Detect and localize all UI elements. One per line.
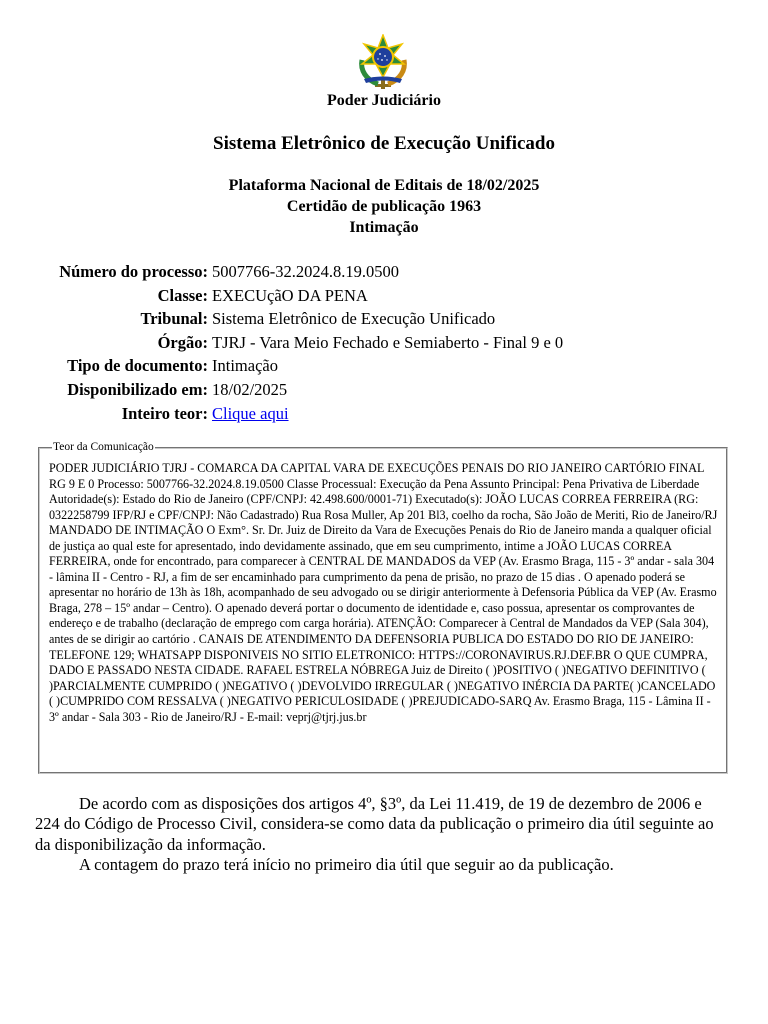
detail-value-full-content xyxy=(212,402,563,426)
detail-label: Órgão: xyxy=(157,332,208,352)
deadline-notice: A contagem do prazo terá início no primeiro dia útil que seguir ao da publicação. xyxy=(79,855,614,874)
institution-name: Poder Judiciário xyxy=(327,92,441,109)
detail-row-document-type xyxy=(30,354,563,378)
detail-row-organ xyxy=(30,331,563,355)
detail-label: Tipo de documento: xyxy=(67,356,208,376)
detail-value-class: EXECUçãO DA PENA xyxy=(212,285,368,305)
detail-value-document-type: Intimação xyxy=(212,356,278,376)
document-kind: Intimação xyxy=(349,219,419,236)
detail-label: Classe: xyxy=(157,285,208,305)
communication-text: PODER JUDICIÁRIO TJRJ - COMARCA DA CAPITAL VARA DE EXECUÇÕES PENAIS DO RIO JANEIRO CARTÓRIO FINAL RG 9 E 0 Processo: 5007766-32.2024.8.19.0500 Classe Processual: Execução da Pena Assunto Principal: Pena Privativa de Liberdade Autoridade(s): Estado do Rio de Janeiro (CPF/CNPJ: 42.498.600/0001-71) Executado(s): JOÃO LUCAS CORREA FERREIRA (RG: 0322258799 IFP/RJ e CPF/CNPJ: Não Cadastrado) Rua Rosa Muller, Ap 201 Bl3, coelho da rocha, São João de Meriti, Rio de Janeiro/RJ MANDADO DE INTIMAÇÃO O Exm°. Sr. Dr. Juiz de Direito da Vara de Execuções Penais do Rio de Janeiro manda a qualquer oficial de justiça ao qual este for apresentado, indo devidamente assinado, que em seu cumprimento, intime a JOÃO LUCAS CORREA FERREIRA, onde for encontrado, para comparecer à CENTRAL DE MANDADOS da VEP (Av. Erasmo Braga, 115 - 3º andar - sala 304 - lâmina II - Centro - RJ, a fim de ser encaminhado para cumprimento da pena de prisão, no prazo de 15 dias . O apenado poderá se apresentar no horário de 13h às 18h, acompanhado de seu advogado ou se dirigir anteriormente à Defensoria Pública da VEP (Av. Erasmo Braga, 278 – 15º andar – Centro). O apenado deverá portar o documento de identidade e, caso possua, apresentar os comprovantes de endereço e de trabalho (declaração de emprego com carga horária). ATENÇÃO: Comparecer à Central de Mandados da VEP (Sala 304), antes de se dirigir ao cartório . CANAIS DE ATENDIMENTO DA DEFENSORIA PUBLICA DO ESTADO DO RIO DE JANEIRO: TELEFONE 129; WHATSAPP DISPONIVEIS NO SITIO ELETRONICO: HTTPS://CORONAVIRUS.RJ.DEF.BR O QUE CUMPRA, DADO E PASSADO NESTA CIDADE. RAFAEL ESTRELA NÓBREGA Juiz de Direito ( )POSITIVO ( )NEGATIVO DEFINITIVO ( )PARCIALMENTE CUMPRIDO ( )NEGATIVO ( )DEVOLVIDO IRREGULAR ( )NEGATIVO INÉRCIA DA PARTE( )CANCELADO ( )CUMPRIDO COM RESSALVA ( )NEGATIVO PERICULOSIDADE ( )PREJUDICADO-SARQ Av. Erasmo Braga, 115 - Lâmina II - 3º andar - Sala 303 - Rio de Janeiro/RJ - E-mail: veprj@tjrj.jus.br xyxy=(49,461,718,724)
certificate-line: Certidão de publicação 1963 xyxy=(286,198,482,215)
detail-row-process-number xyxy=(30,260,563,284)
detail-label: Disponibilizado em: xyxy=(67,379,208,399)
system-title: Sistema Eletrônico de Execução Unificado xyxy=(213,133,555,154)
process-details xyxy=(30,260,563,425)
brasao-emblem-icon xyxy=(356,34,410,90)
detail-label: Número do processo: xyxy=(59,262,208,281)
publication-notice: De acordo com as disposições dos artigos 4º, §3º, da Lei 11.419, de 19 de dezembro de 2006 e 224 do Código de Processo Civil, considera-se como data da publicação o primeiro dia útil seguinte ao da disponibilização da informação. xyxy=(35,794,714,854)
communication-legend: Teor da Comunicação xyxy=(53,441,154,453)
detail-label: Tribunal: xyxy=(140,309,208,329)
full-content-link[interactable]: Clique aqui xyxy=(212,403,289,423)
platform-line: Plataforma Nacional de Editais de 18/02/2025 xyxy=(228,177,540,194)
communication-box xyxy=(38,441,728,774)
detail-value-court: Sistema Eletrônico de Execução Unificado xyxy=(212,309,496,329)
detail-row-court xyxy=(30,307,563,331)
detail-row-available-date xyxy=(30,378,563,402)
detail-label: Inteiro teor: xyxy=(121,403,208,423)
detail-value-available-date: 18/02/2025 xyxy=(212,379,288,399)
detail-row-full-content xyxy=(30,402,563,426)
detail-value-organ: TJRJ - Vara Meio Fechado e Semiaberto - Final 9 e 0 xyxy=(212,332,564,352)
detail-row-class xyxy=(30,284,563,308)
detail-value-process-number: 5007766-32.2024.8.19.0500 xyxy=(212,262,399,281)
